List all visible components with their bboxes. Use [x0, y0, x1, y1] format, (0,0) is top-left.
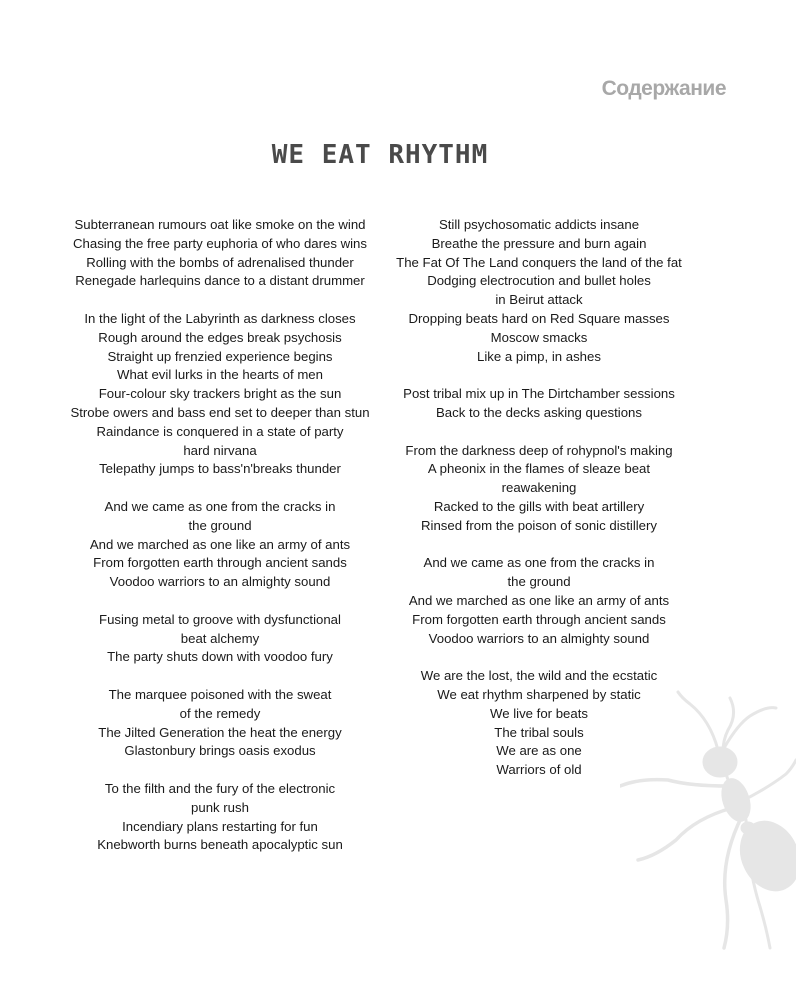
- lyric-line: Post tribal mix up in The Dirtchamber sessions: [403, 386, 675, 402]
- lyric-line: Glastonbury brings oasis exodus: [124, 743, 316, 759]
- ant-icon: [620, 690, 796, 950]
- lyric-line: the ground: [507, 574, 571, 590]
- lyric-line: Knebworth burns beneath apocalyptic sun: [97, 837, 343, 853]
- lyric-line: From forgotten earth through ancient sands: [412, 611, 666, 627]
- lyric-line: Incendiary plans restarting for fun: [122, 818, 318, 834]
- stanza: [382, 442, 696, 536]
- lyric-line: Straight up frenzied experience begins: [107, 348, 333, 364]
- lyric-line: hard nirvana: [183, 442, 257, 458]
- lyric-line: Subterranean rumours oat like smoke on the wind: [74, 217, 366, 232]
- lyric-line: Strobe owers and bass end set to deeper than stun: [70, 404, 370, 420]
- lyric-line: We are the lost, the wild and the ecstatic: [420, 668, 658, 684]
- lyric-line: The Jilted Generation the heat the energy: [98, 724, 342, 740]
- lyric-line: The tribal souls: [494, 724, 584, 740]
- lyric-line: And we came as one from the cracks in: [104, 498, 336, 514]
- lyric-line: in Beirut attack: [495, 292, 583, 308]
- lyric-line: Still psychosomatic addicts insane: [438, 217, 640, 232]
- lyric-line: We live for beats: [490, 705, 588, 721]
- lyric-line: Rolling with the bombs of adrenalised thunder: [86, 254, 354, 270]
- lyric-line: Back to the decks asking questions: [436, 404, 642, 420]
- lyric-line: Dodging electrocution and bullet holes: [427, 273, 651, 289]
- lyric-line: Like a pimp, in ashes: [477, 348, 601, 364]
- lyric-line: And we marched as one like an army of ants: [408, 592, 670, 608]
- stanza: [62, 216, 378, 291]
- lyric-line: Dropping beats hard on Red Square masses: [408, 310, 670, 326]
- stanza: [382, 216, 696, 366]
- lyric-line: Breathe the pressure and burn again: [431, 235, 647, 251]
- lyric-line: From the darkness deep of rohypnol's making: [405, 442, 673, 458]
- stanza: [62, 310, 378, 479]
- stanza: [382, 385, 696, 423]
- lyric-line: Chasing the free party euphoria of who dares wins: [73, 235, 367, 251]
- lyric-line: What evil lurks in the hearts of men: [117, 367, 323, 383]
- lyric-line: The party shuts down with voodoo fury: [107, 649, 333, 665]
- lyric-line: And we marched as one like an army of ants: [89, 536, 351, 552]
- lyric-line: And we came as one from the cracks in: [423, 555, 655, 571]
- stanza: [62, 611, 378, 667]
- lyric-line: reawakening: [501, 480, 577, 496]
- lyric-line: Raindance is conquered in a state of party: [96, 423, 344, 439]
- stanza: [62, 780, 378, 855]
- lyric-line: Voodoo warriors to an almighty sound: [428, 630, 650, 646]
- lyric-line: Racked to the gills with beat artillery: [433, 498, 645, 514]
- lyric-line: punk rush: [191, 799, 249, 815]
- lyric-line: We are as one: [496, 743, 582, 759]
- page-title: WE EAT RHYTHM: [271, 140, 489, 170]
- lyric-line: the ground: [188, 517, 252, 533]
- lyrics-left-column: [62, 216, 378, 874]
- lyric-line: Voodoo warriors to an almighty sound: [109, 574, 331, 590]
- lyric-line: Renegade harlequins dance to a distant drummer: [75, 273, 365, 289]
- lyric-line: Rinsed from the poison of sonic distillery: [420, 517, 658, 533]
- lyric-line: From forgotten earth through ancient sands: [93, 555, 347, 571]
- lyric-line: Four-colour sky trackers bright as the sun: [98, 386, 342, 402]
- lyric-line: Telepathy jumps to bass'n'breaks thunder: [99, 461, 341, 477]
- lyric-line: To the filth and the fury of the electronic: [104, 780, 336, 796]
- stanza: [62, 498, 378, 592]
- lyric-line: beat alchemy: [180, 630, 260, 646]
- lyric-line: Rough around the edges break psychosis: [98, 329, 342, 345]
- lyric-line: In the light of the Labyrinth as darkness closes: [84, 310, 356, 326]
- stanza: [382, 554, 696, 648]
- lyric-line: Warriors of old: [496, 762, 582, 778]
- lyric-line: The marquee poisoned with the sweat: [108, 686, 332, 702]
- stanza: [62, 686, 378, 761]
- lyric-line: The Fat Of The Land conquers the land of the fat: [396, 254, 682, 270]
- lyric-line: A pheonix in the flames of sleaze beat: [427, 461, 651, 477]
- lyric-line: Moscow smacks: [490, 329, 588, 345]
- lyric-line: Fusing metal to groove with dysfunctional: [99, 611, 341, 627]
- lyric-line: of the remedy: [179, 705, 261, 721]
- contents-link[interactable]: Содержание: [601, 77, 726, 100]
- lyric-line: We eat rhythm sharpened by static: [437, 686, 641, 702]
